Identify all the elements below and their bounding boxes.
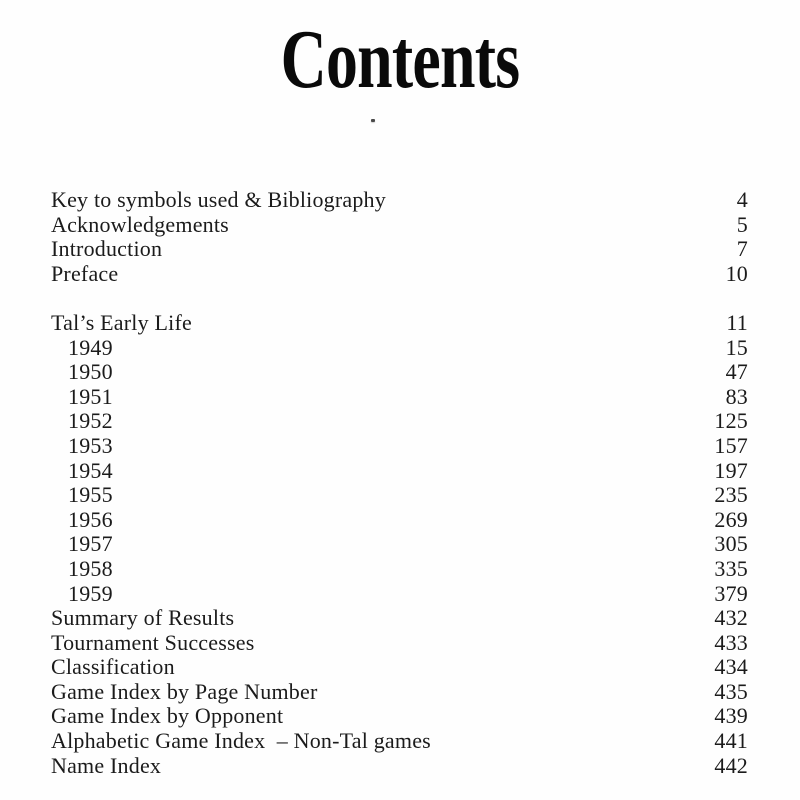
toc-entry xyxy=(51,704,748,729)
toc-entry xyxy=(51,459,748,484)
toc-entry xyxy=(51,631,748,656)
toc-entry-label: Summary of Results xyxy=(51,605,235,631)
toc-entry-page-number: 269 xyxy=(714,506,748,532)
toc-entry-page-number: 11 xyxy=(726,309,748,335)
toc-entry-label: Preface xyxy=(51,260,119,286)
toc-entry-page-number: 433 xyxy=(714,629,748,655)
toc-entry-page-number: 435 xyxy=(714,678,748,704)
toc-entry-page-number: 197 xyxy=(714,457,748,483)
toc-entry-label: 1949 xyxy=(68,334,113,360)
toc-entry-label: Name Index xyxy=(51,752,162,778)
toc-section-main-chapters xyxy=(51,311,748,778)
toc-entry-label: 1955 xyxy=(68,482,113,508)
toc-section-front-matter xyxy=(51,188,748,286)
page-title: Contents xyxy=(280,13,520,106)
toc-entry-page-number: 15 xyxy=(725,334,748,360)
toc-entry xyxy=(51,336,748,361)
toc-entry-page-number: 83 xyxy=(725,383,748,409)
toc-entry-page-number: 379 xyxy=(714,580,748,606)
toc-entry xyxy=(51,557,748,582)
toc-entry xyxy=(51,434,748,459)
toc-entry xyxy=(51,582,748,607)
toc-entry-label: Alphabetic Game Index – Non-Tal games xyxy=(51,728,431,754)
toc-entry-label: Game Index by Page Number xyxy=(51,678,318,704)
toc-entry-page-number: 335 xyxy=(714,555,748,581)
toc-entry xyxy=(51,213,748,238)
toc-entry xyxy=(51,680,748,705)
toc-entry-label: Tournament Successes xyxy=(51,629,255,655)
toc-entry xyxy=(51,311,748,336)
toc-entry-page-number: 305 xyxy=(714,531,748,557)
toc-entry xyxy=(51,655,748,680)
toc-entry-label: Game Index by Opponent xyxy=(51,703,284,729)
toc-entry-page-number: 157 xyxy=(714,432,748,458)
toc-entry-label: 1957 xyxy=(68,531,113,557)
toc-entry-page-number: 441 xyxy=(714,728,748,754)
toc-entry-page-number: 10 xyxy=(725,260,748,286)
toc-entry xyxy=(51,188,748,213)
toc-entry-page-number: 7 xyxy=(736,236,748,262)
toc-entry xyxy=(51,360,748,385)
toc-entry xyxy=(51,237,748,262)
toc-entry-page-number: 235 xyxy=(714,482,748,508)
toc-entry-label: Key to symbols used & Bibliography xyxy=(51,187,386,212)
toc-entry xyxy=(51,262,748,287)
toc-entry-page-number: 125 xyxy=(714,408,748,434)
toc-entry-label: 1952 xyxy=(68,408,113,434)
toc-entry-label: 1958 xyxy=(68,555,113,581)
toc-entry-label: 1954 xyxy=(68,457,113,483)
toc-entry xyxy=(51,385,748,410)
toc-entry xyxy=(51,483,748,508)
toc-entry-label: 1959 xyxy=(68,580,113,606)
toc-entry-page-number: 4 xyxy=(736,187,748,212)
toc-entry-label: 1953 xyxy=(68,432,113,458)
toc-entry-page-number: 5 xyxy=(736,211,748,237)
toc-entry-page-number: 47 xyxy=(725,359,748,385)
toc-entry xyxy=(51,606,748,631)
toc-entry-page-number: 434 xyxy=(714,654,748,680)
toc-entry-page-number: 432 xyxy=(714,605,748,631)
toc-entry-page-number: 439 xyxy=(714,703,748,729)
toc-entry-label: Classification xyxy=(51,654,175,680)
table-of-contents xyxy=(51,188,748,778)
toc-entry xyxy=(51,729,748,754)
toc-entry xyxy=(51,532,748,557)
toc-entry xyxy=(51,754,748,779)
toc-entry-page-number: 442 xyxy=(714,752,748,778)
toc-entry-label: Tal’s Early Life xyxy=(51,309,192,335)
scan-speck xyxy=(371,119,375,122)
toc-entry-label: Introduction xyxy=(51,236,163,262)
toc-entry-label: 1956 xyxy=(68,506,113,532)
toc-entry-label: 1951 xyxy=(68,383,113,409)
toc-entry xyxy=(51,508,748,533)
toc-entry xyxy=(51,409,748,434)
toc-entry-label: 1950 xyxy=(68,359,113,385)
toc-entry-label: Acknowledgements xyxy=(51,211,229,237)
